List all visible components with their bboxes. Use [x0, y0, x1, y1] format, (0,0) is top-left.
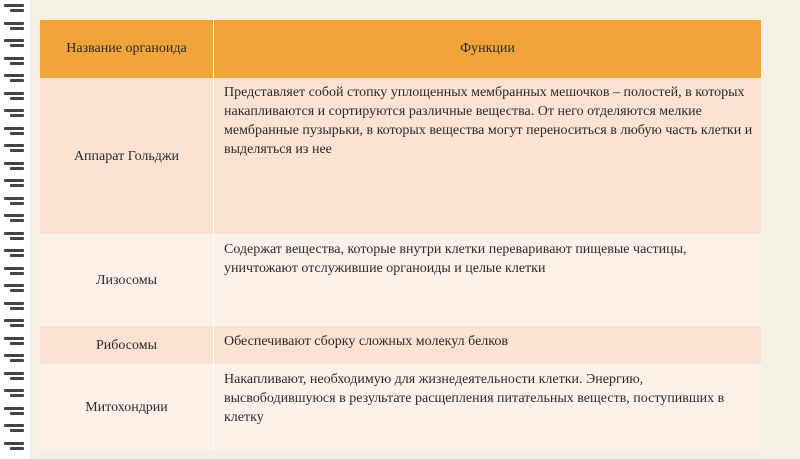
- organoid-name: Митохондрии: [40, 364, 214, 450]
- spiral-ring: [4, 179, 26, 188]
- spiral-ring: [4, 407, 26, 416]
- table-row: [40, 234, 761, 326]
- table-row: [40, 326, 761, 364]
- notebook-spiral-binding: [0, 0, 30, 459]
- spiral-ring: [4, 74, 26, 83]
- spiral-ring: [4, 57, 26, 66]
- table-row: [40, 78, 761, 234]
- organoid-name: Аппарат Гольджи: [40, 78, 214, 234]
- spiral-ring: [4, 284, 26, 293]
- organoid-function: Содержат вещества, которые внутри клетки переваривают пищевые частицы, уничтожают отслужившие органоиды и целые клетки: [214, 234, 762, 326]
- organoid-function: Представляет собой стопку уплощенных мембранных мешочков – полостей, в которых накапливаются и сортируются различные вещества. От него отделяются мелкие мембранные пузырьки, в которых вещества могут переноситься в любую часть клетки и выделяться из нее: [214, 78, 762, 234]
- table-header-row: [40, 20, 761, 78]
- table-row: [40, 364, 761, 450]
- spiral-ring: [4, 302, 26, 311]
- organoid-function: Накапливают, необходимую для жизнедеятельности клетки. Энергию, высвободившуюся в результате расщепления питательных веществ, поступивших в клетку: [214, 364, 762, 450]
- spiral-ring: [4, 109, 26, 118]
- spiral-ring: [4, 372, 26, 381]
- spiral-ring: [4, 389, 26, 398]
- spiral-ring: [4, 127, 26, 136]
- spiral-ring: [4, 319, 26, 328]
- spiral-ring: [4, 39, 26, 48]
- spiral-ring: [4, 337, 26, 346]
- spiral-ring: [4, 442, 26, 451]
- slide-page: [30, 0, 800, 459]
- organoid-name: Рибосомы: [40, 326, 214, 364]
- header-functions: Функции: [214, 20, 762, 78]
- organoid-function: Обеспечивают сборку сложных молекул белков: [214, 326, 762, 364]
- spiral-ring: [4, 267, 26, 276]
- header-organoid-name: Название органоида: [40, 20, 214, 78]
- spiral-ring: [4, 22, 26, 31]
- spiral-ring: [4, 144, 26, 153]
- spiral-ring: [4, 249, 26, 258]
- spiral-ring: [4, 232, 26, 241]
- spiral-ring: [4, 424, 26, 433]
- spiral-ring: [4, 354, 26, 363]
- organoid-table: [40, 20, 761, 450]
- spiral-ring: [4, 197, 26, 206]
- spiral-ring: [4, 92, 26, 101]
- spiral-ring: [4, 214, 26, 223]
- spiral-ring: [4, 162, 26, 171]
- spiral-ring: [4, 4, 26, 13]
- organoid-name: Лизосомы: [40, 234, 214, 326]
